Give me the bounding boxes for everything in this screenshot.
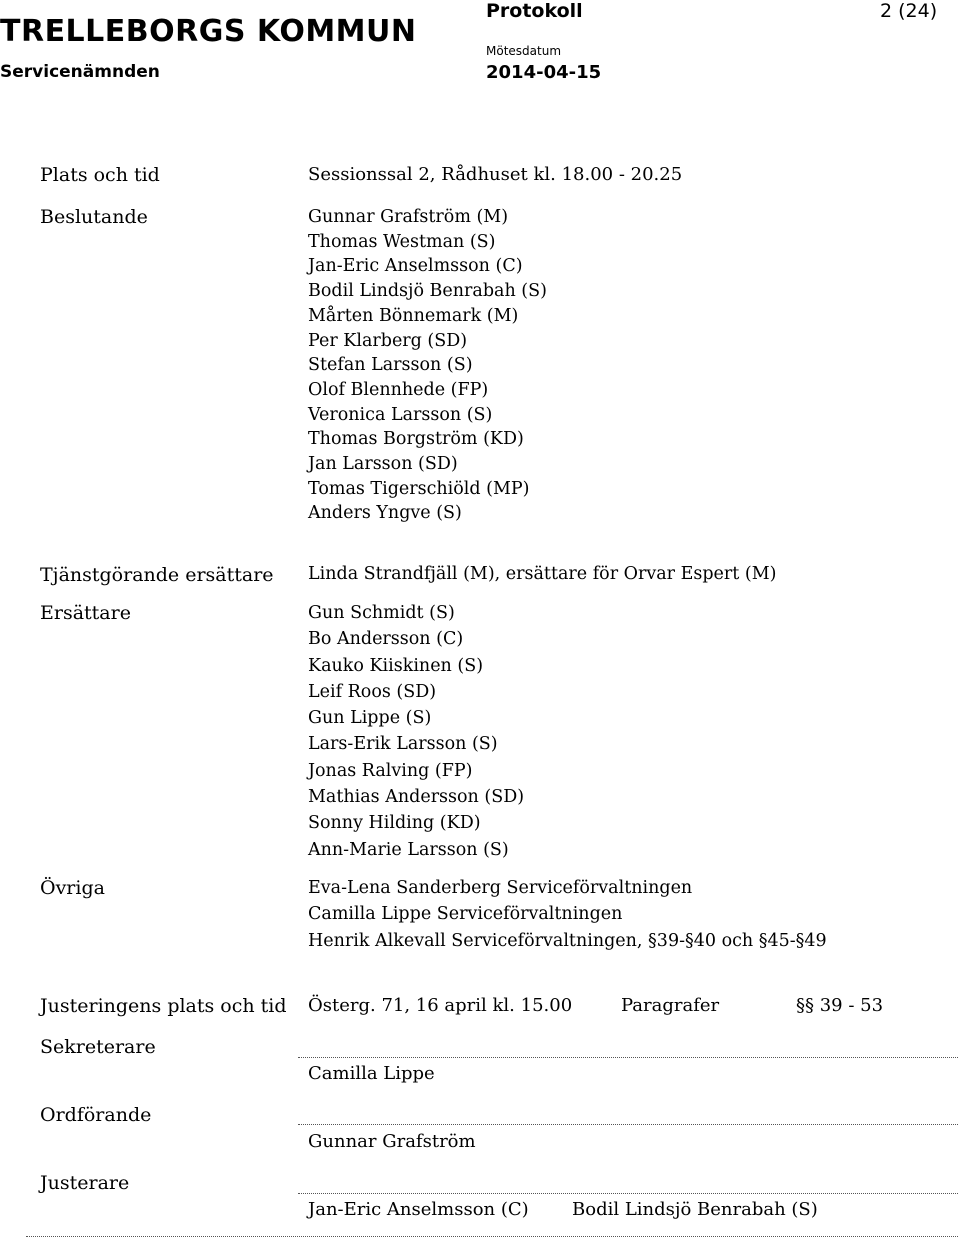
decision-members-list	[308, 205, 547, 526]
chair-signature-line	[298, 1124, 958, 1125]
other-attendee: Camilla Lippe Serviceförvaltningen	[308, 904, 623, 925]
substitute: Lars-Erik Larsson (S)	[308, 734, 498, 755]
place-value: Sessionssal 2, Rådhuset kl. 18.00 - 20.25	[308, 164, 683, 185]
serving-substitute-label: Tjänstgörande ersättare	[40, 564, 274, 586]
other-attendee: Henrik Alkevall Serviceförvaltningen, §39-§40 och §45-§49	[308, 930, 827, 951]
adjusters-signature-line	[298, 1193, 958, 1194]
decision-member: Bodil Lindsjö Benrabah (S)	[308, 281, 547, 302]
decision-member: Veronica Larsson (S)	[308, 404, 493, 425]
decision-member: Tomas Tigerschiöld (MP)	[308, 478, 530, 499]
substitute: Jonas Ralving (FP)	[308, 760, 473, 781]
decision-member: Anders Yngve (S)	[308, 503, 462, 524]
chair-label: Ordförande	[40, 1104, 152, 1126]
other-attendee: Eva-Lena Sanderberg Serviceförvaltningen	[308, 878, 693, 898]
board-name: Servicenämnden	[0, 62, 160, 82]
decision-member: Thomas Westman (S)	[308, 231, 496, 252]
chair-name: Gunnar Grafström	[308, 1131, 476, 1152]
decision-member: Jan Larsson (SD)	[308, 454, 458, 475]
substitute: Sonny Hilding (KD)	[308, 813, 481, 834]
adjuster-2-name: Bodil Lindsjö Benrabah (S)	[572, 1199, 818, 1220]
decision-label: Beslutande	[40, 206, 148, 228]
document-type: Protokoll	[486, 0, 583, 22]
decision-member: Thomas Borgström (KD)	[308, 429, 524, 450]
substitutes-list	[308, 600, 524, 863]
substitute: Mathias Andersson (SD)	[308, 787, 525, 808]
substitute: Kauko Kiiskinen (S)	[308, 655, 484, 676]
page-number: 2 (24)	[880, 0, 938, 22]
bottom-divider	[26, 1236, 958, 1237]
place-label: Plats och tid	[40, 164, 160, 186]
secretary-signature-line	[298, 1057, 958, 1058]
decision-member: Per Klarberg (SD)	[308, 330, 468, 351]
others-label: Övriga	[40, 877, 105, 899]
serving-substitute-value: Linda Strandfjäll (M), ersättare för Orvar Espert (M)	[308, 564, 777, 584]
paragraphs-value: §§ 39 - 53	[796, 995, 884, 1016]
organization-name: TRELLEBORGS KOMMUN	[0, 14, 417, 49]
substitute: Leif Roos (SD)	[308, 681, 437, 702]
substitute: Gun Lippe (S)	[308, 708, 432, 729]
adjustment-label: Justeringens plats och tid	[40, 995, 287, 1017]
substitute: Ann-Marie Larsson (S)	[308, 839, 509, 860]
decision-member: Stefan Larsson (S)	[308, 355, 473, 376]
secretary-label: Sekreterare	[40, 1036, 156, 1058]
secretary-name: Camilla Lippe	[308, 1063, 435, 1084]
decision-member: Olof Blennhede (FP)	[308, 379, 489, 400]
paragraphs-label: Paragrafer	[621, 995, 720, 1016]
decision-member: Jan-Eric Anselmsson (C)	[308, 256, 523, 277]
substitutes-label: Ersättare	[40, 602, 131, 624]
adjuster-1-name: Jan-Eric Anselmsson (C)	[308, 1199, 529, 1220]
adjustment-value: Österg. 71, 16 april kl. 15.00	[308, 995, 573, 1016]
substitute: Bo Andersson (C)	[308, 629, 464, 650]
decision-member: Mårten Bönnemark (M)	[308, 305, 519, 326]
meeting-date: 2014-04-15	[486, 62, 602, 83]
meeting-date-label: Mötesdatum	[486, 44, 562, 58]
others-list	[308, 875, 827, 954]
decision-member: Gunnar Grafström (M)	[308, 207, 509, 227]
adjusters-label: Justerare	[40, 1172, 130, 1194]
substitute: Gun Schmidt (S)	[308, 603, 455, 623]
